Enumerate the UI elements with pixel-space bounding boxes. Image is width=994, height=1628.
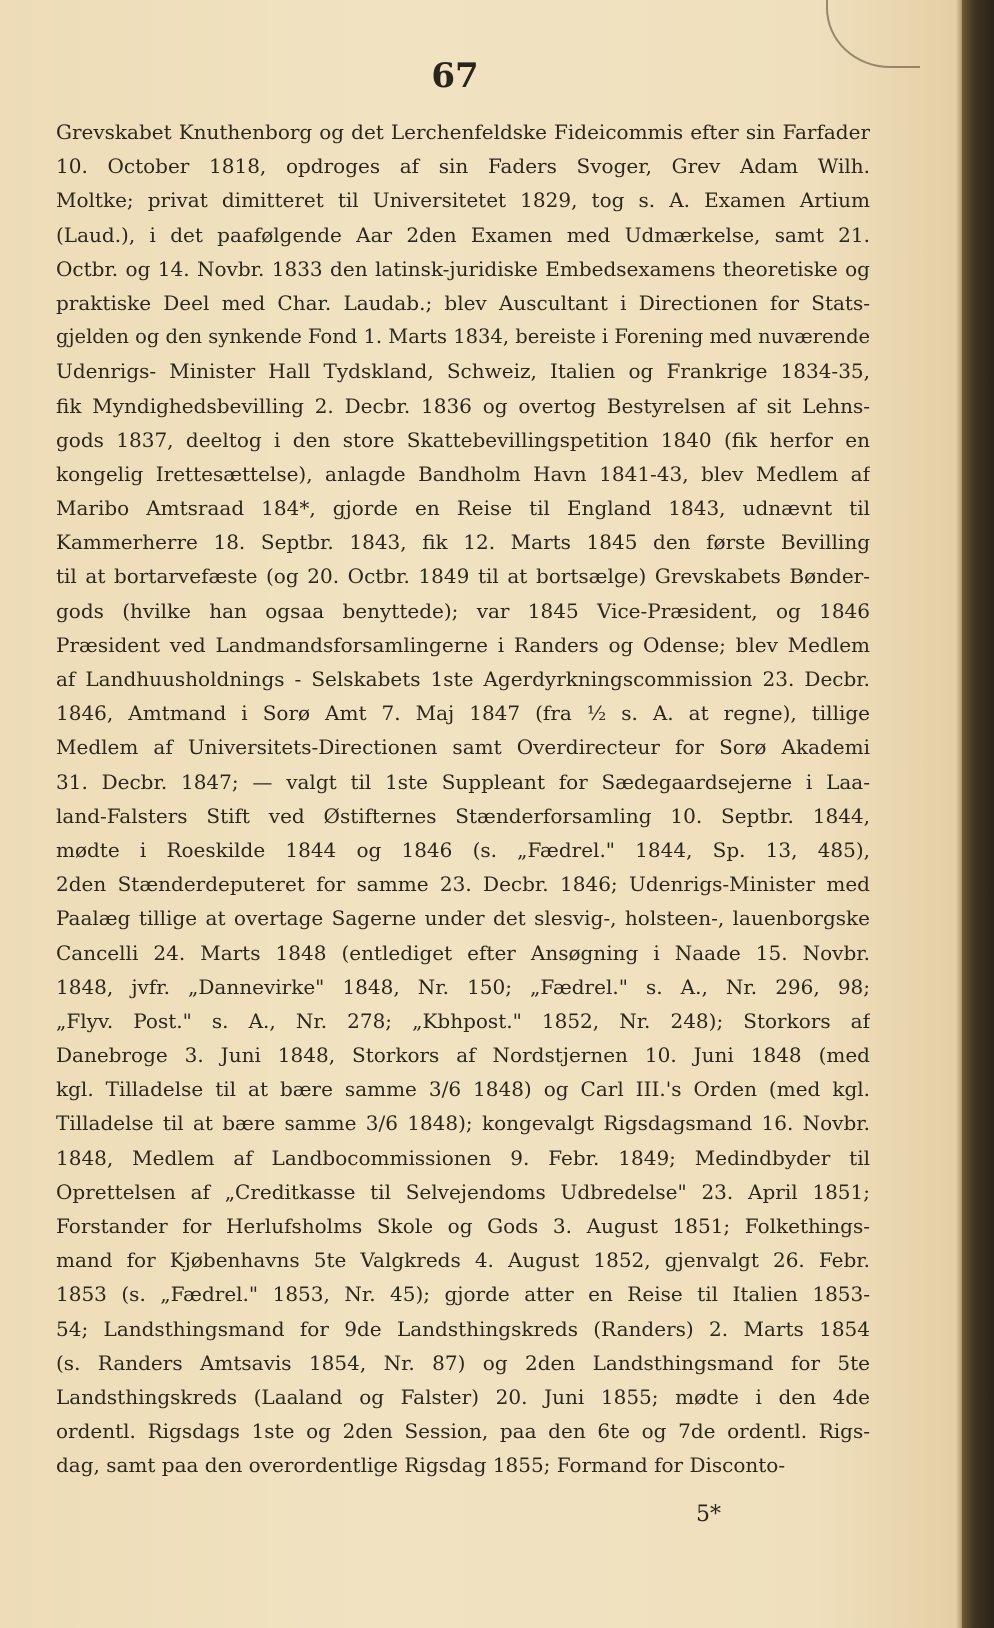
text-line: Udenrigs- Minister Hall Tydskland, Schweiz, Italien og Frankrige 1834-35, bbox=[56, 359, 870, 384]
text-line: Moltke; privat dimitteret til Universitetet 1829, tog s. A. Examen Artium bbox=[56, 188, 870, 213]
text-line: 1848, jvfr. „Dannevirke" 1848, Nr. 150; „Fædrel." s. A., Nr. 296, 98; bbox=[56, 974, 870, 999]
body-text bbox=[56, 115, 870, 1483]
text-line: Paalæg tillige at overtage Sagerne under det slesvig-, holsteen-, lauenborgske bbox=[56, 906, 870, 931]
text-line: „Flyv. Post." s. A., Nr. 278; „Kbhpost." 1852, Nr. 248); Storkors af bbox=[56, 1008, 870, 1033]
text-line: (s. Randers Amtsavis 1854, Nr. 87) og 2den Landsthingsmand for 5te bbox=[56, 1350, 870, 1375]
text-line: Kammerherre 18. Septbr. 1843, fik 12. Marts 1845 den første Bevilling bbox=[56, 530, 870, 555]
text-line: kgl. Tilladelse til at bære samme 3/6 1848) og Carl III.'s Orden (med kgl. bbox=[56, 1077, 870, 1102]
text-line: gjelden og den synkende Fond 1. Marts 1834, bereiste i Forening med nuværende bbox=[56, 325, 870, 349]
text-line: Octbr. og 14. Novbr. 1833 den latinsk-juridiske Embedsexamens theoretiske og bbox=[56, 256, 870, 281]
text-line: dag, samt paa den overordentlige Rigsdag 1855; Formand for Disconto- bbox=[56, 1453, 786, 1478]
text-line: Præsident ved Landmandsforsamlingerne i Randers og Odense; blev Medlem bbox=[56, 632, 870, 657]
text-line: 1853 (s. „Fædrel." 1853, Nr. 45); gjorde atter en Reise til Italien 1853- bbox=[56, 1282, 870, 1307]
text-line: gods 1837, deeltog i den store Skattebevillingspetition 1840 (fik herfor en bbox=[56, 427, 870, 452]
text-line: ordentl. Rigsdags 1ste og 2den Session, paa den 6te og 7de ordentl. Rigs- bbox=[56, 1419, 870, 1444]
text-line: Medlem af Universitets-Directionen samt Overdirecteur for Sorø Akademi bbox=[56, 735, 870, 760]
text-line: Tilladelse til at bære samme 3/6 1848); kongevalgt Rigsdagsmand 16. Novbr. bbox=[56, 1111, 870, 1136]
text-line: Danebroge 3. Juni 1848, Storkors af Nordstjernen 10. Juni 1848 (med bbox=[56, 1043, 870, 1068]
text-line: 31. Decbr. 1847; — valgt til 1ste Suppleant for Sædegaardsejerne i Laa- bbox=[56, 769, 870, 794]
text-line: 1848, Medlem af Landbocommissionen 9. Febr. 1849; Medindbyder til bbox=[56, 1145, 870, 1170]
text-line: 54; Landsthingsmand for 9de Landsthingskreds (Randers) 2. Marts 1854 bbox=[56, 1316, 870, 1341]
text-line: Maribo Amtsraad 184*, gjorde en Reise til England 1843, udnævnt til bbox=[56, 496, 870, 521]
text-line: 10. October 1818, opdroges af sin Faders Svoger, Grev Adam Wilh. bbox=[56, 154, 870, 179]
text-line: af Landhuusholdnings - Selskabets 1ste Agerdyrkningscommission 23. Decbr. bbox=[56, 667, 870, 691]
text-line: kongelig Irettesættelse), anlagde Bandholm Havn 1841-43, blev Medlem af bbox=[56, 461, 870, 486]
page-number: 67 bbox=[431, 56, 479, 96]
text-line: fik Myndighedsbevilling 2. Decbr. 1836 og overtog Bestyrelsen af sit Lehns- bbox=[56, 393, 870, 418]
text-line: mand for Kjøbenhavns 5te Valgkreds 4. August 1852, gjenvalgt 26. Febr. bbox=[56, 1248, 870, 1273]
text-line: 1846, Amtmand i Sorø Amt 7. Maj 1847 (fra ½ s. A. at regne), tillige bbox=[56, 701, 870, 726]
text-line: (Laud.), i det paafølgende Aar 2den Examen med Udmærkelse, samt 21. bbox=[56, 222, 870, 247]
text-line: gods (hvilke han ogsaa benyttede); var 1845 Vice-Præsident, og 1846 bbox=[56, 598, 870, 623]
text-line: 2den Stænderdeputeret for samme 23. Decbr. 1846; Udenrigs-Minister med bbox=[56, 872, 870, 897]
signature-mark: 5* bbox=[696, 1502, 721, 1527]
text-line: Cancelli 24. Marts 1848 (entlediget efter Ansøgning i Naade 15. Novbr. bbox=[56, 940, 870, 965]
text-line: Oprettelsen af „Creditkasse til Selvejendoms Udbredelse" 23. April 1851; bbox=[56, 1179, 870, 1204]
text-line: praktiske Deel med Char. Laudab.; blev Auscultant i Directionen for Stats- bbox=[56, 290, 870, 315]
text-line: Grevskabet Knuthenborg og det Lerchenfeldske Fideicommis efter sin Farfader bbox=[56, 120, 870, 144]
text-line: til at bortarvefæste (og 20. Octbr. 1849 til at bortsælge) Grevskabets Bønder- bbox=[56, 564, 870, 589]
text-line: land-Falsters Stift ved Østifternes Stænderforsamling 10. Septbr. 1844, bbox=[56, 803, 870, 828]
text-line: mødte i Roeskilde 1844 og 1846 (s. „Fædrel." 1844, Sp. 13, 485), bbox=[56, 837, 870, 862]
book-spine bbox=[962, 0, 994, 1628]
text-line: Landsthingskreds (Laaland og Falster) 20. Juni 1855; mødte i den 4de bbox=[56, 1384, 870, 1409]
text-line: Forstander for Herlufsholms Skole og Gods 3. August 1851; Folkethings- bbox=[56, 1214, 870, 1238]
